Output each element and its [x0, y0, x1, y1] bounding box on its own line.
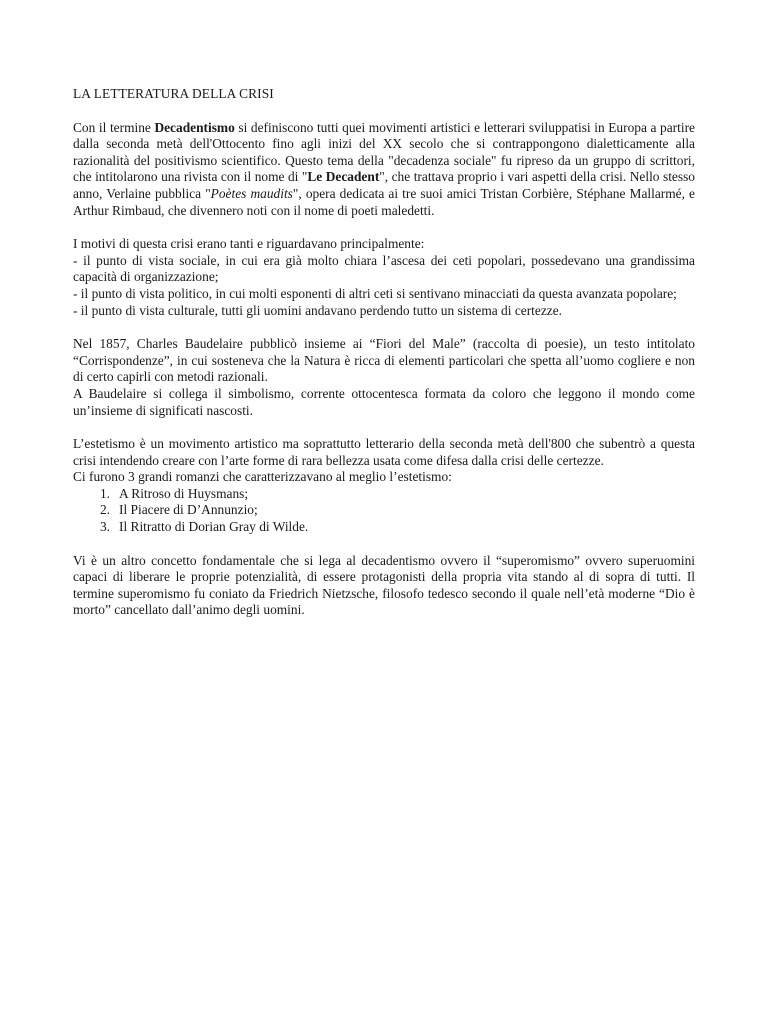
paragraph-superomismo: Vi è un altro concetto fondamentale che si lega al decadentismo ovvero il “superomismo” ovvero superuomini capaci di liberare le proprie potenzialità, di essere protagonisti della propria vita stando al di sopra di tutti. Il termine superomismo fu coniato da Friedrich Nietzsche, filosofo tedesco secondo il quale nell’età moderne “Dio è morto” cancellato dall’animo degli uomini.	[73, 552, 695, 618]
list-item-text: A Ritroso di Huysmans;	[119, 485, 249, 501]
novels-list	[73, 486, 695, 536]
list-item-text: Il Piacere di D’Annunzio;	[119, 502, 258, 518]
work-title: Poètes maudits	[210, 185, 293, 201]
list-number: 2.	[99, 502, 110, 518]
paragraph-decadentismo	[73, 120, 695, 220]
text-run: ", opera dedicata ai tre suoi amici Tristan Corbière, Stéphane Mallarmé, e Arthur Rimbaud, che divennero noti con il nome di poeti maledetti.	[73, 185, 695, 218]
paragraph-line: - il punto di vista sociale, in cui era già molto chiara l’ascesa dei ceti popolari, possedevano una grandissima capacità di organizzazione;	[73, 252, 695, 285]
term-decadentismo: Decadentismo	[154, 119, 235, 135]
text-run: si definiscono tutti quei movimenti artistici e letterari sviluppatisi in Europa a partire dalla seconda metà dell'Ottocento fino agli inizi del XX secolo che si contrappongono dialetticamente alla razionalità del positivismo scientifico. Questo tema della "decadenza sociale" fu ripreso da un gruppo di scrittori, che intitolarono una rivista con il nome di "	[73, 119, 695, 185]
text-run: Con il termine	[73, 119, 155, 135]
paragraph-line: - il punto di vista culturale, tutti gli uomini andavano perdendo tutto un sistema di certezze.	[73, 302, 563, 318]
paragraph-line: Nel 1857, Charles Baudelaire pubblicò insieme ai “Fiori del Male” (raccolta di poesie), un testo intitolato “Corrispondenze”, in cui sosteneva che la Natura è ricca di elementi particolari che spetta all’uomo cogliere e non di certo capirli con metodi razionali.	[73, 336, 695, 385]
paragraph-line: - il punto di vista politico, in cui molti esponenti di altri ceti si sentivano minacciati da questa avanzata popolare;	[73, 285, 677, 301]
list-number: 1.	[99, 485, 110, 501]
paragraph-baudelaire	[73, 336, 695, 419]
document-body	[73, 86, 695, 619]
paragraph-line: I motivi di questa crisi erano tanti e riguardavano principalmente:	[73, 236, 425, 252]
document-title: LA LETTERATURA DELLA CRISI	[73, 86, 274, 101]
list-item-text: Il Ritratto di Dorian Gray di Wilde.	[119, 519, 309, 535]
list-number: 3.	[99, 519, 110, 535]
paragraph-line: Ci furono 3 grandi romanzi che caratterizzavano al meglio l’estetismo:	[73, 469, 452, 485]
magazine-title: Le Decadent	[307, 169, 380, 185]
list-item	[73, 519, 695, 536]
paragraph-estetismo	[73, 436, 695, 486]
paragraph-line: A Baudelaire si collega il simbolismo, corrente ottocentesca formata da coloro che leggono il mondo come un’insieme di significati nascosti.	[73, 385, 695, 418]
list-item	[73, 486, 695, 503]
paragraph-line: L’estetismo è un movimento artistico ma soprattutto letterario della seconda metà dell'800 che subentrò a questa crisi intendendo creare con l’arte forme di rara bellezza usata come difesa dalla crisi delle certezze.	[73, 436, 695, 468]
paragraph-motivi	[73, 236, 695, 319]
text-run: ", che trattava proprio i vari aspetti della crisi. Nello stesso anno, Verlaine pubblica "	[73, 169, 695, 201]
list-item	[73, 502, 695, 519]
